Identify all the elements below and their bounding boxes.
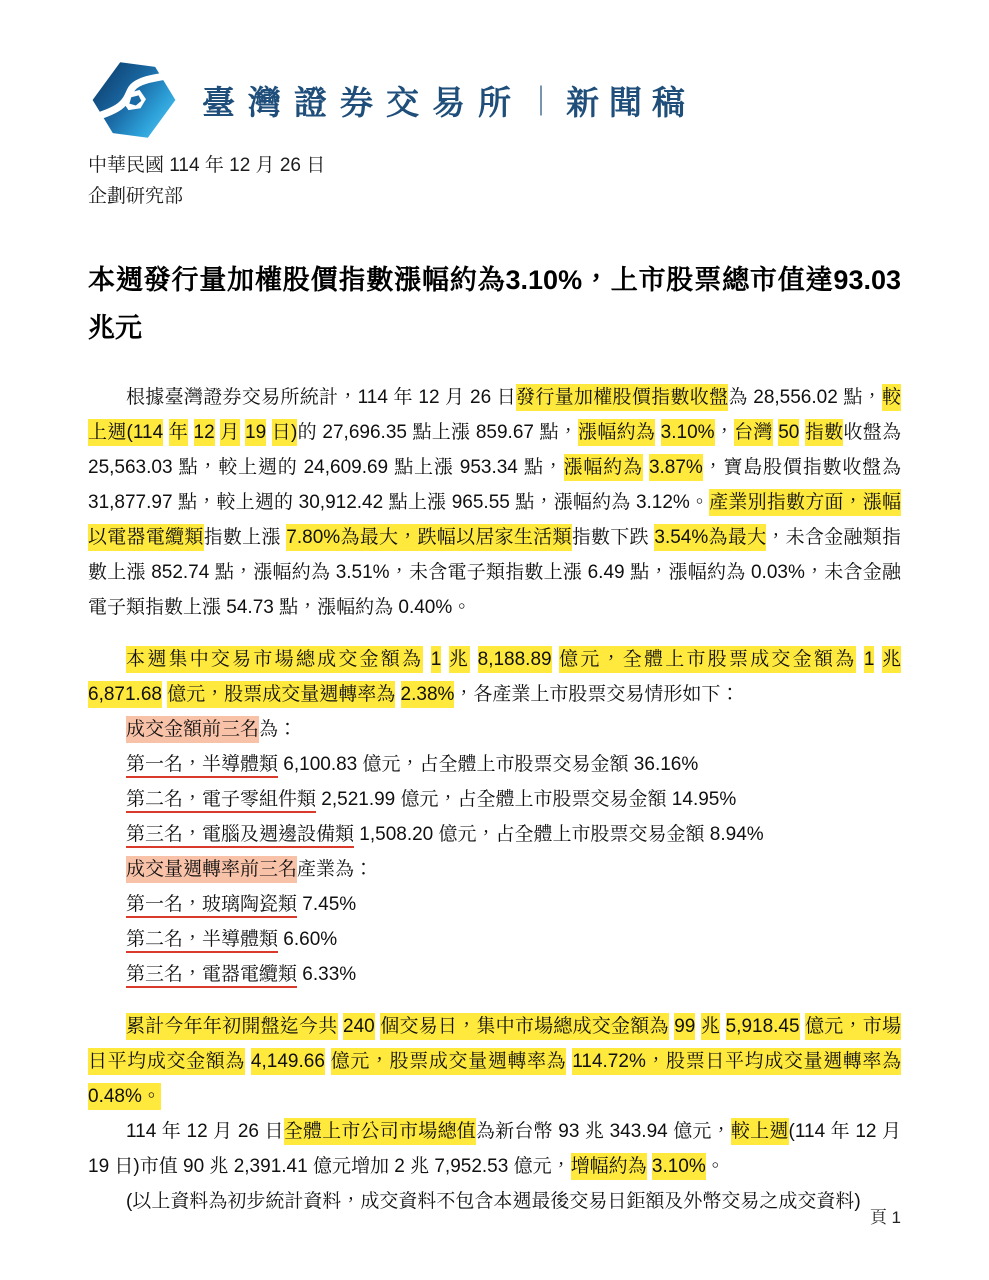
text-run: ，各產業上市股票交易情形如下： (454, 684, 740, 705)
text-run: 指數上漲 (203, 527, 287, 548)
text-run: 6.60% (278, 929, 338, 950)
text-run: 根據臺灣證券交易所統計，114 年 12 月 26 日 (126, 387, 517, 408)
paragraph-13 (88, 1184, 901, 1219)
text-run: 第一名，玻璃陶瓷類 (126, 894, 297, 918)
text-run: 較上週(114 (88, 384, 901, 446)
text-run (395, 684, 400, 705)
paragraph-11 (88, 1009, 901, 1114)
text-run: ，寶島股價指數收盤為 31,877.97 點，較上週的 30,912.42 點上漲 965.55 點，漲幅約為 3.12%。 (88, 457, 901, 513)
text-run: 年 (169, 419, 188, 446)
paragraph-4 (126, 747, 901, 782)
text-run: 成交量週轉率前三名 (126, 856, 297, 883)
text-run: 為新台幣 93 兆 343.94 億元， (475, 1121, 731, 1142)
text-run: 全體上市公司市場總值 (284, 1118, 476, 1145)
text-run: 累計今年年初開盤迄今共 (126, 1013, 338, 1040)
text-run: 2.38% (401, 681, 455, 708)
text-run: ， (714, 422, 735, 443)
text-run: 成交金額前三名 (126, 716, 259, 743)
text-run: 5,918.45 (726, 1013, 800, 1040)
paragraph-10 (126, 957, 901, 992)
paragraph-8 (126, 887, 901, 922)
text-run: 個交易日，集中市場總成交金額為 (380, 1013, 668, 1040)
text-run: 7.80%為最大，跌幅以居家生活類 (286, 524, 571, 551)
text-run: 第三名，電腦及週邊設備類 (126, 824, 354, 848)
text-run (720, 1016, 726, 1037)
text-run: (114 年 12 月 19 日)市值 90 兆 2,391.41 億元增加 2 兆 7,952.53 億元， (88, 1121, 901, 1177)
brand-separator: ｜ (526, 86, 556, 119)
paragraph-3 (126, 712, 901, 747)
text-run: 億元，市場日平均成交金額為 (88, 1013, 901, 1075)
text-run: 產業別指數方面，漲幅以電器電纜類 (88, 489, 901, 551)
text-run: 114 年 12 月 26 日 (126, 1121, 284, 1142)
text-run (552, 649, 560, 670)
issuing-department: 企劃研究部 (88, 186, 184, 207)
text-run (655, 422, 661, 443)
text-run: 6,100.83 億元，占全體上市股票交易金額 36.16% (278, 754, 699, 775)
release-date: 中華民國 114 年 12 月 26 日 (88, 155, 326, 176)
text-run (874, 649, 882, 670)
text-run: 。 (705, 1156, 725, 1177)
document-body (88, 380, 901, 1219)
paragraph-2 (88, 642, 901, 712)
text-run (441, 649, 449, 670)
text-run: 產業為： (297, 859, 374, 880)
paragraph-5 (126, 782, 901, 817)
text-run (266, 422, 272, 443)
text-run: 發行量加權股價指數收盤 (516, 384, 728, 411)
text-run: 2,521.99 億元，占全體上市股票交易金額 14.95% (316, 789, 737, 810)
text-run: 億元，全體上市股票成交金額為 (559, 646, 856, 673)
text-run: 4,149.66 (251, 1048, 325, 1075)
text-run: 3.54%為最大 (654, 524, 766, 551)
text-run: 7.45% (297, 894, 357, 915)
text-run: 50 (778, 419, 799, 446)
text-run: 8,188.89 (478, 646, 552, 673)
brand-subtitle-newsrelease: 新聞稿 (566, 83, 695, 121)
text-run: 兆 (882, 646, 901, 673)
text-run: 3.87% (649, 454, 703, 481)
paragraph-12 (88, 1114, 901, 1184)
text-run: 漲幅約為 (578, 419, 655, 446)
text-run: 指數下跌 (571, 527, 655, 548)
document-header (88, 56, 901, 144)
text-run (423, 649, 431, 670)
text-run: 第三名，電器電纜類 (126, 964, 297, 988)
headline: 本週發行量加權股價指數漲幅約為3.10%，上市股票總市值達93.03兆元 (88, 265, 901, 343)
text-run: 19 (245, 419, 266, 446)
paragraph-1 (88, 380, 901, 625)
text-run: (以上資料為初步統計資料，成交資料不包含本週最後交易日鉅額及外幣交易之成交資料) (126, 1191, 861, 1212)
text-run: 的 27,696.35 點上漲 859.67 點， (297, 422, 579, 443)
brand-title: 臺灣證券交易所 (202, 83, 524, 121)
text-run: 收盤為 25,563.03 點，較上週的 24,609.69 點上漲 953.34 點， (88, 422, 901, 478)
text-run (163, 422, 169, 443)
text-run: 指數 (805, 419, 844, 446)
paragraph-7 (126, 852, 901, 887)
text-run: 億元，股票成交量週轉率為 (167, 681, 395, 708)
text-run: 兆 (701, 1013, 720, 1040)
text-run (470, 649, 478, 670)
text-run: ，未含金融類指數上漲 852.74 點，漲幅約為 3.51%，未含電子類指數上漲 6.49 點，漲幅約為 0.03%，未含金融電子類指數上漲 54.73 點，漲幅約為 0.40%。 (88, 527, 901, 618)
text-run (325, 1051, 331, 1072)
text-run: 第一名，半導體類 (126, 754, 278, 778)
text-run: 114.72%，股票日平均成交量週轉率為 (572, 1048, 901, 1075)
text-run: 增幅約為 (571, 1153, 647, 1180)
text-run: 6.33% (297, 964, 357, 985)
text-run: 6,871.68 (88, 681, 162, 708)
text-run: 0.48%。 (88, 1083, 161, 1110)
text-run: 99 (674, 1013, 695, 1040)
text-run: 較上週 (731, 1118, 789, 1145)
text-run: 第二名，半導體類 (126, 929, 278, 953)
text-run (188, 422, 194, 443)
text-run: 漲幅約為 (564, 454, 643, 481)
text-run: 月 (220, 419, 239, 446)
text-run: 12 (194, 419, 215, 446)
text-run: 1 (431, 646, 442, 673)
text-run: 1,508.20 億元，占全體上市股票交易金額 8.94% (354, 824, 764, 845)
text-run: 台灣 (734, 419, 773, 446)
brand-lockup (202, 77, 695, 124)
text-run: 億元，股票成交量週轉率為 (331, 1048, 567, 1075)
twse-logo-icon (88, 56, 180, 144)
text-run: 本週集中交易市場總成交金額為 (126, 646, 423, 673)
paragraph-6 (126, 817, 901, 852)
paragraph-9 (126, 922, 901, 957)
text-run: 為： (259, 719, 298, 740)
text-run: 兆 (449, 646, 470, 673)
text-run: 1 (864, 646, 875, 673)
page-number: 頁 1 (869, 1208, 901, 1227)
text-run (856, 649, 864, 670)
text-run: 日) (272, 419, 298, 446)
text-run: 240 (343, 1013, 375, 1040)
text-run: 3.10% (661, 419, 715, 446)
text-run: 3.10% (652, 1153, 706, 1180)
text-run: 為 28,556.02 點， (728, 387, 882, 408)
text-run: 第二名，電子零組件類 (126, 789, 316, 813)
